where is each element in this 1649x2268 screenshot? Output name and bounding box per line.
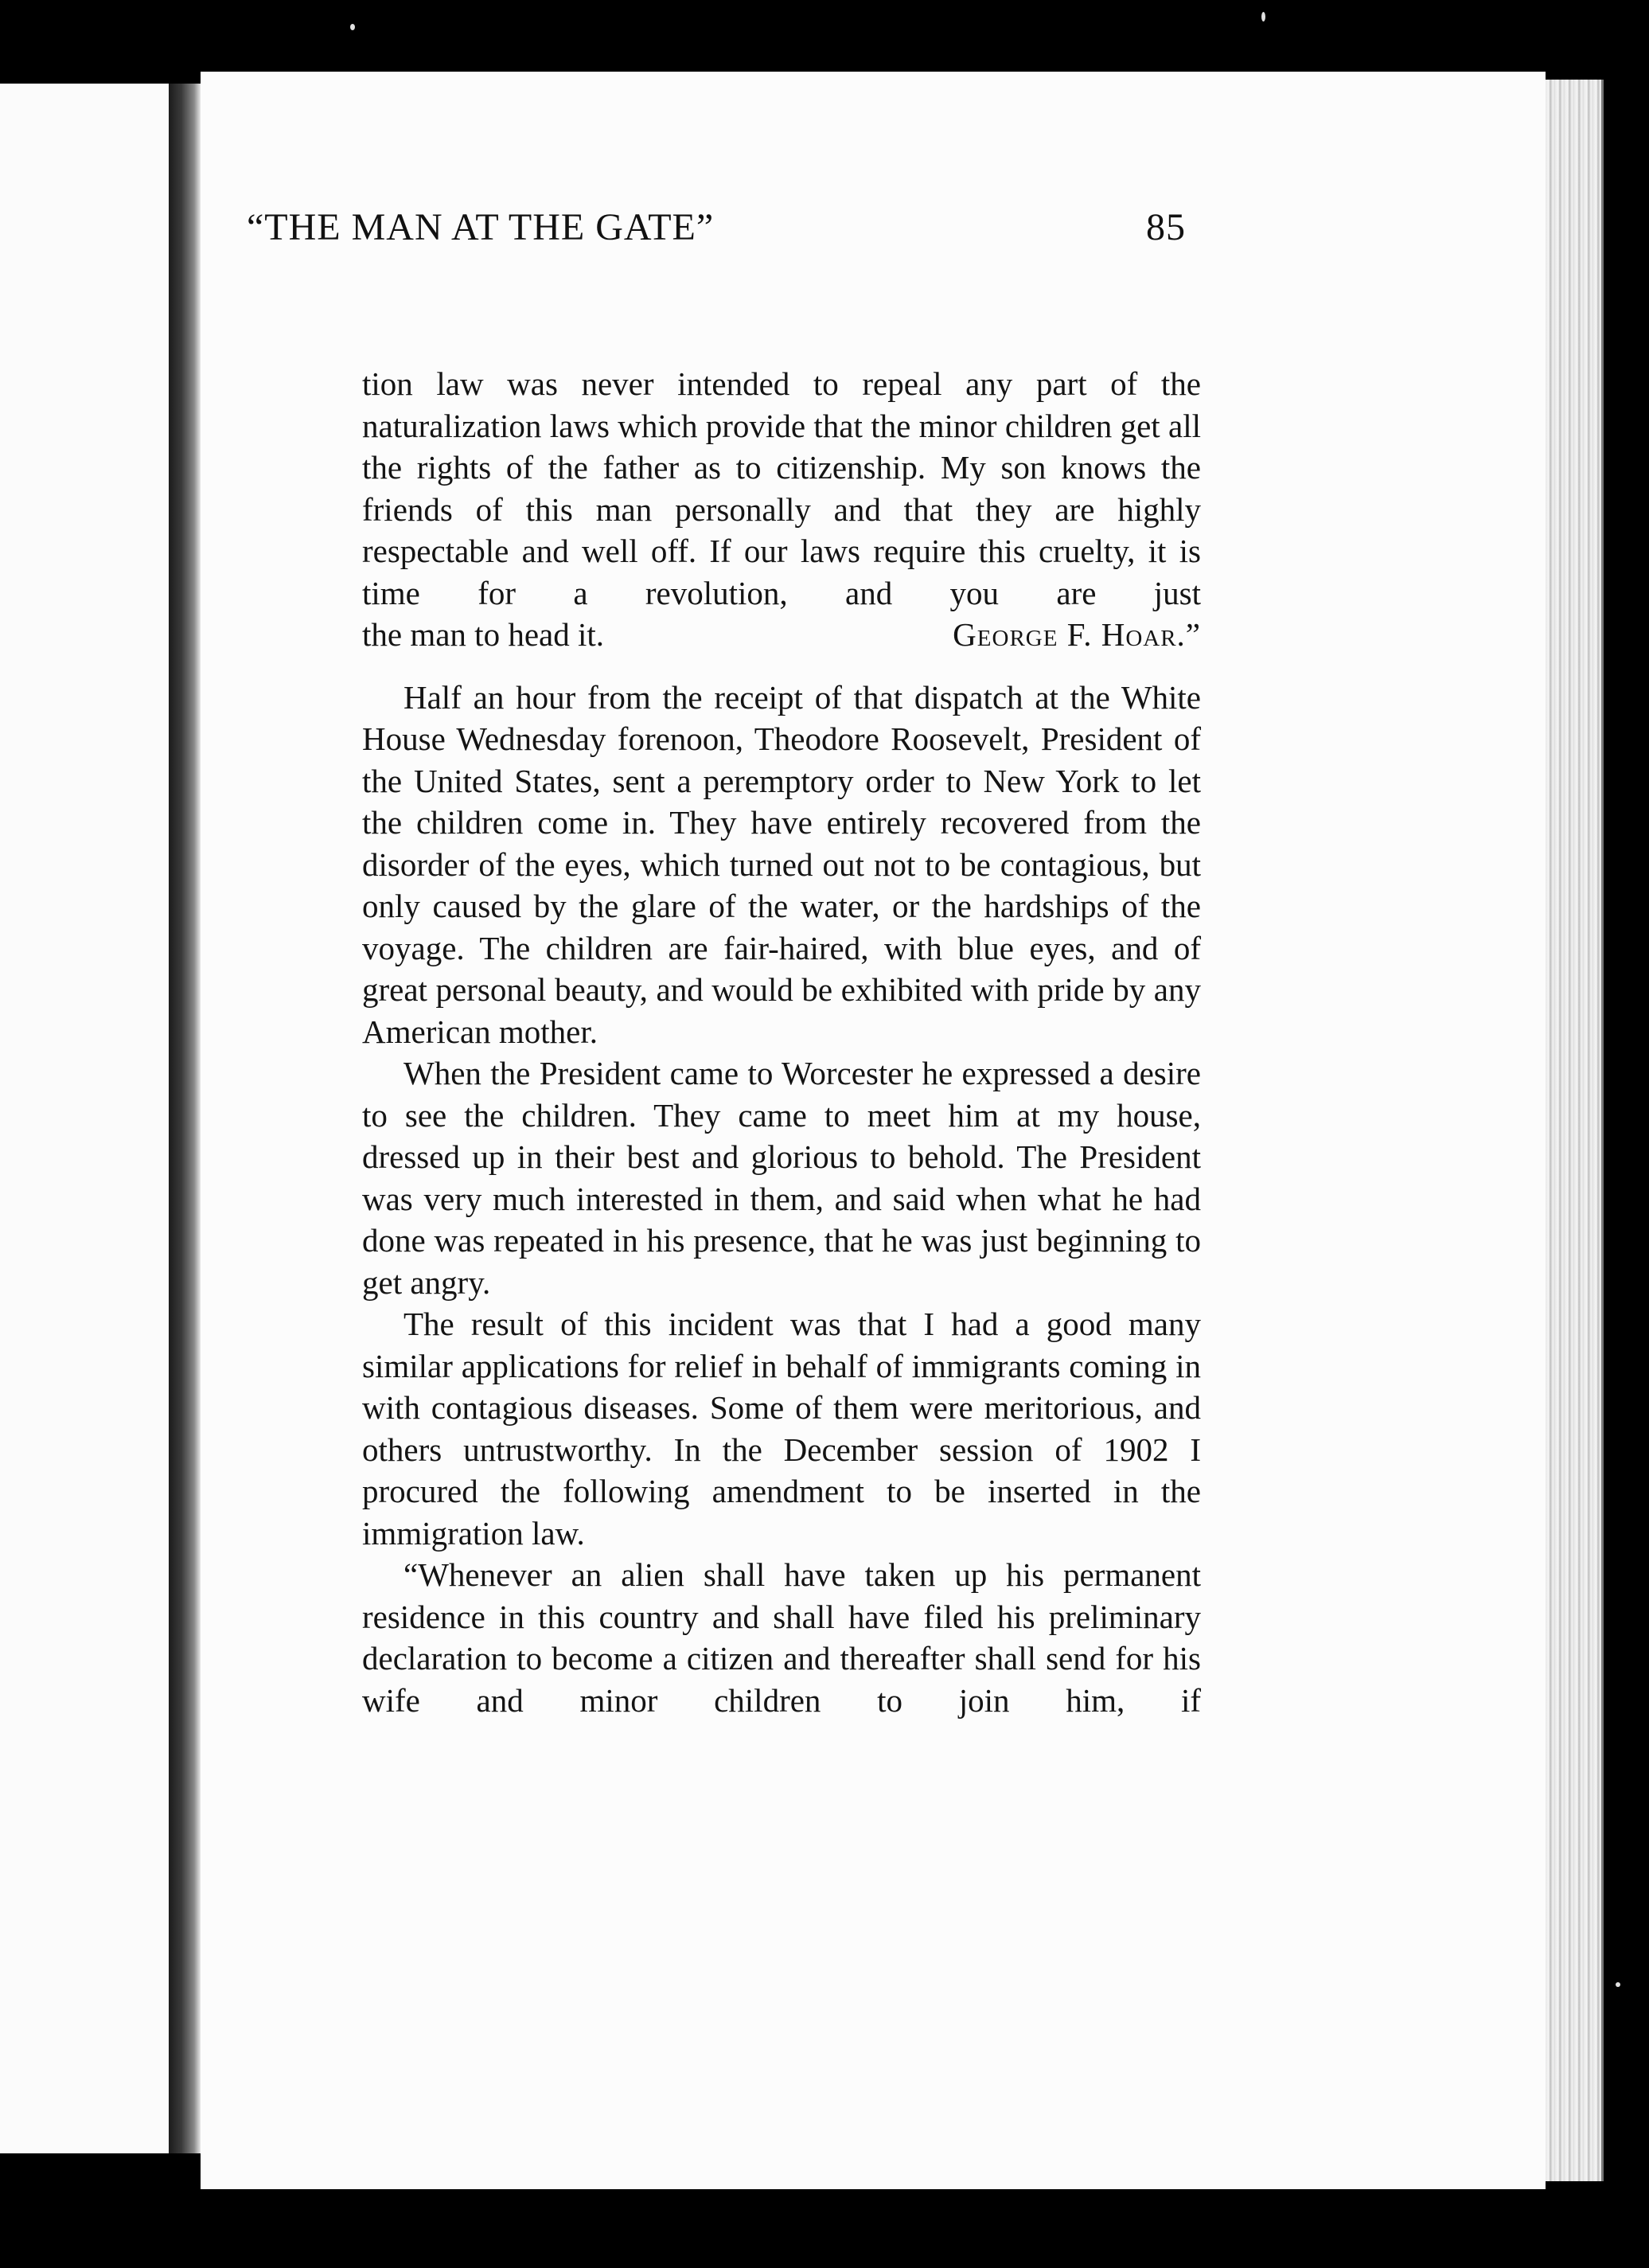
book-gutter	[169, 84, 201, 2153]
paragraph-3: When the President came to Worcester he expressed a desire to see the children. They came to meet him at my house, dressed up in their best and glorious to behold. The President was very much interested in them, and said when what he had done was repeated in his presence, that he was just beginning to get angry.	[362, 1055, 1201, 1301]
paragraph-4: The result of this incident was that I had a good many similar applications for relief in behalf of immigrants coming in with contagious diseases. Some of them were meritorious, and others untrustworthy. In the December session of 1902 I procured the following amendment to be inserted in the immigration law.	[362, 1306, 1201, 1552]
page-number: 85	[1146, 206, 1186, 248]
paragraph-1-tail: the man to head it.	[362, 616, 604, 653]
paragraph-1: tion law was never intended to repeal any part of the naturalization laws which provide that the minor children get all the rights of the father as to citizenship. My son knows the friends of this man personally and that they are highly respectable and well off. If our laws require this cruelty, it is time for a revolution, and you are just	[362, 365, 1201, 611]
body-text	[362, 363, 1201, 1721]
paragraph-2: Half an hour from the receipt of that dispatch at the White House Wednesday forenoon, Theodore Roosevelt, President of the United States, sent a peremptory order to New York to let the children come in. They have entirely recovered from the disorder of the eyes, which turned out not to be contagious, but only caused by the glare of the water, or the hardships of the voyage. The children are fair-haired, with blue eyes, and of great personal beauty, and would be exhibited with pride by any American mother.	[362, 678, 1201, 1050]
scan-speck	[350, 24, 355, 30]
paragraph-5: “Whenever an alien shall have taken up his permanent residence in this country and shall have filed his preliminary declaration to become a citizen and thereafter shall send for his wife and minor children to join him, if	[362, 1556, 1201, 1719]
running-head-title: “THE MAN AT THE GATE”	[247, 206, 715, 248]
running-head	[247, 205, 1186, 269]
scan-speck	[1616, 1982, 1620, 1987]
left-page-edge	[0, 84, 172, 2153]
signature-line	[362, 614, 1201, 656]
page-edges	[1546, 80, 1604, 2181]
scan-speck	[1261, 12, 1265, 21]
signature: George F. Hoar.”	[953, 616, 1201, 653]
